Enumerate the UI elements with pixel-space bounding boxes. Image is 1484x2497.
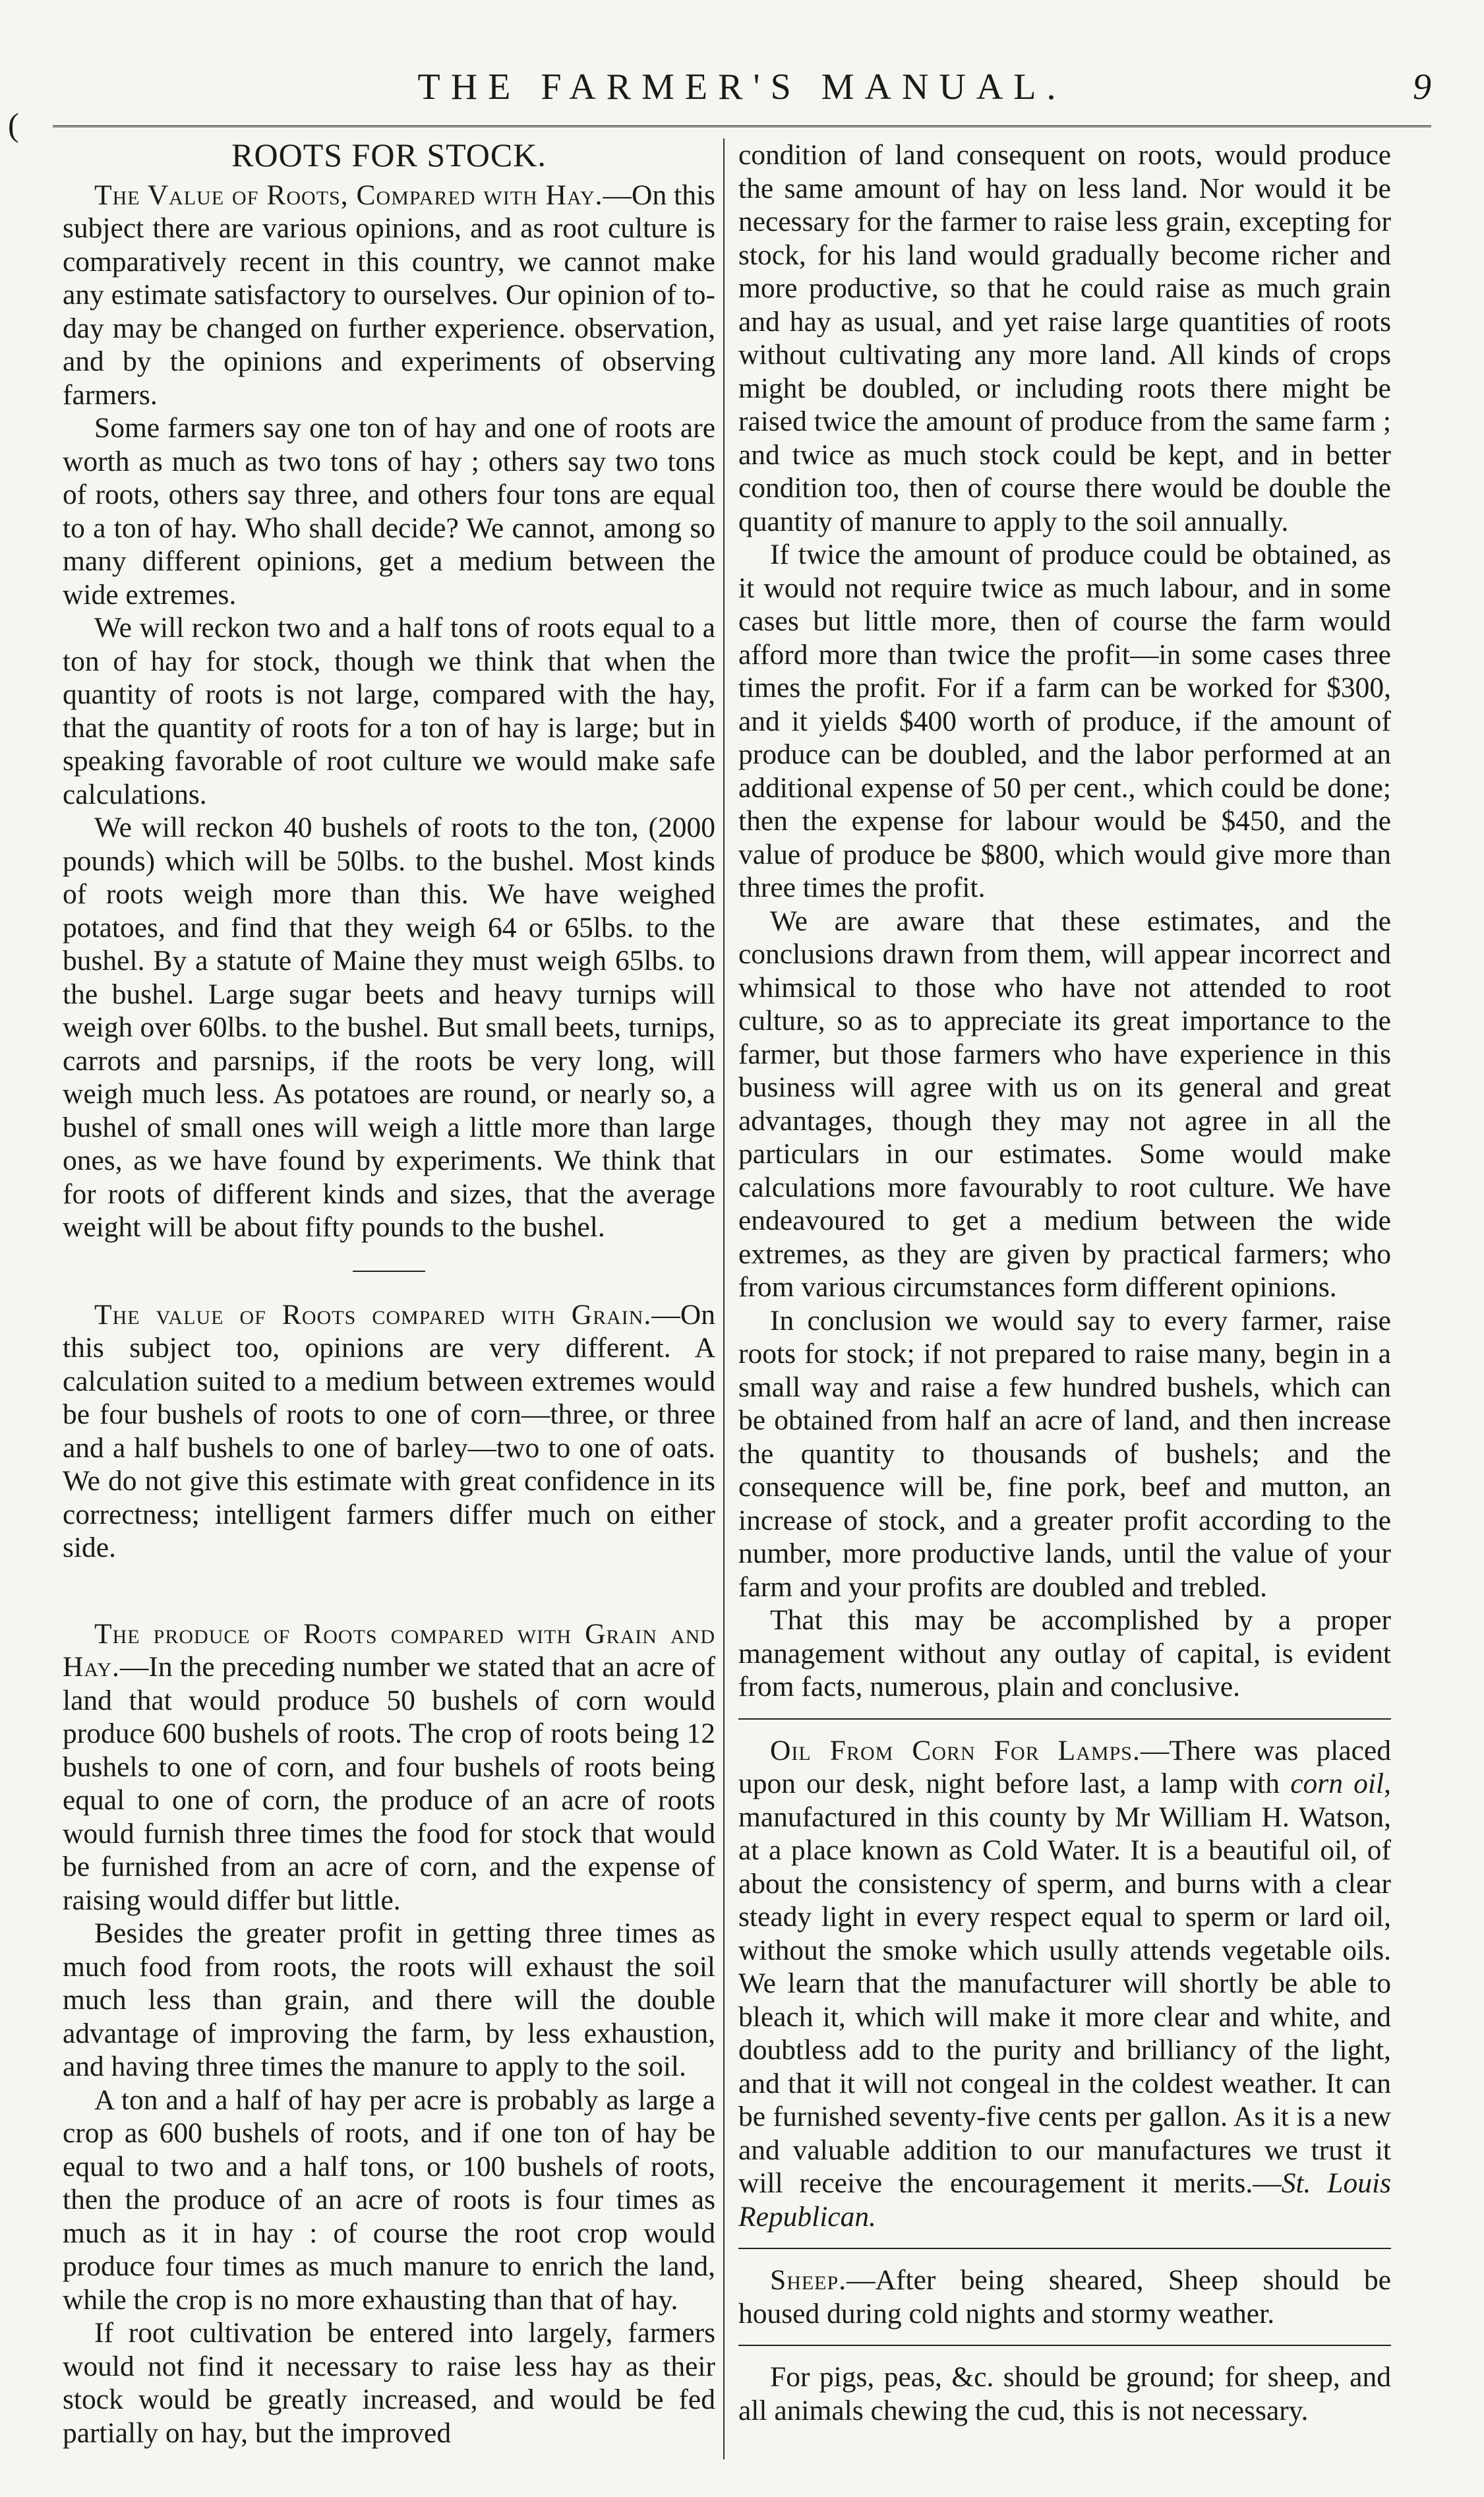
article-paragraph [63,1298,715,1565]
article-paragraph: In conclusion we would say to every farmer, raise roots for stock; if not prepared to raise many, begin in a small way and raise a few hundred bushels, which can be obtained from half an acre of land, and then increase the quantity to thousands of bushels; and the consequence will be, fine pork, beef and mutton, an increase of stock, and a greater profit according to the number, more productive lands, until the value of your farm and your profits are doubled and trebled. [738,1304,1391,1603]
article-heading: Oil From Corn For Lamps. [770,1734,1141,1766]
article-text: —On this subject too, opinions are very different. A calculation suited to a medium between extremes would be four bushels of roots to one of corn—three, or three and a half bushels to one of barley—two to one of oats. We do not give this estimate with great confidence in its correctness; intelligent farmers differ much on either side. [63,1298,715,1563]
article-paragraph: If root cultivation be entered into largely, farmers would not find it necessary to raise less hay as their stock would be greatly increased, and would be fed partially on hay, but the improved [63,2317,715,2449]
article-paragraph: For pigs, peas, &c. should be ground; for sheep, and all animals chewing the cud, this is not necessary. [738,2361,1391,2426]
article-paragraph: That this may be accomplished by a proper management without any outlay of capital, is evident from facts, numerous, plain and conclusive. [738,1604,1391,1702]
left-column [63,138,715,2450]
article-text: —On this subject there are various opinions, and as root culture is comparatively recent in this country, we cannot make any estimate satisfactory to ourselves. Our opinion of to-day may be changed on further experience. observation, and by the opinions and experiments of observing farmers. [63,179,715,411]
article-paragraph: We will reckon two and a half tons of roots equal to a ton of hay for stock, though we think that when the quantity of roots is not large, compared with the hay, that the quantity of roots for a ton of hay is large; but in speaking favorable of root culture we would make safe calculations. [63,612,715,810]
article-paragraph [738,1734,1391,2234]
article-text: , manufactured in this county by Mr William H. Watson, at a place known as Cold Water. It is a beautiful oil, of about the consistency of sperm, and burns with a clear steady light in every respect equal to sperm or lard oil, without the smoke which usully attends vegetable oils. We learn that the manufacturer will shortly be able to bleach it, which will make it more clear and white, and doubtless add to the purity and brilliancy of the light, and that it will not congeal in the coldest weather. It can be furnished seventy-five cents per gallon. As it is a new and valuable addition to our manufactures we trust it will receive the encouragement it merits.— [738,1768,1391,2199]
article-text: —After being sheared, Sheep should be housed during cold nights and stormy weather. [738,2264,1391,2330]
article-emphasis: corn oil [1290,1768,1384,1799]
article-heading: The produce of Roots compared with Grain and Hay. [63,1617,715,1683]
article-paragraph: We will reckon 40 bushels of roots to the ton, (2000 pounds) which will be 50lbs. to the bushel. Most kinds of roots weigh more than this. We have weighed potatoes, and find that they weigh 64 or 65lbs. to the bushel. By a statute of Maine they must weigh 65lbs. to the bushel. Large sugar beets and heavy turnips will weigh over 60lbs. to the bushel. But small beets, turnips, carrots and parsnips, if the roots be very long, will weigh much less. As potatoes are round, or nearly so, a bushel of small ones will weigh a little more than large ones, as we have found by experiments. We think that for roots of different kinds and sizes, that the average weight will be about fifty pounds to the bushel. [63,812,715,1243]
article-heading: Sheep. [770,2264,847,2296]
section-divider [353,1271,425,1272]
spacer [63,1565,715,1617]
column-divider [723,138,725,2459]
margin-mark: ( [8,106,19,143]
article-text: —In the preceding number we stated that an acre of land that would produce 50 bushels of corn would produce 600 bushels of roots. The crop of roots being 12 bushels to one of corn, and four bushels of roots being equal to one of corn, the produce of an acre of roots would furnish three times the food for stock that would be furnished from an acre of corn, and the expense of raising would differ but little. [63,1651,715,1916]
article-paragraph [63,1617,715,1917]
section-divider [738,2248,1391,2249]
article-paragraph: We are aware that these estimates, and the conclusions drawn from them, will appear incorrect and whimsical to those who have not attended to root culture, so as to appreciate its great importance to the farmer, but those farmers who have experience in this business will agree with us on its general and great advantages, though they may not agree in all the particulars in our estimates. Some would make calculations more favourably to root culture. We have endeavoured to get a medium between the wide extremes, as they are given by practical farmers; who from various circumstances form different opinions. [738,905,1391,1303]
section-title: ROOTS FOR STOCK. [231,136,547,173]
article-paragraph [738,2264,1391,2330]
article-paragraph: A ton and a half of hay per acre is probably as large a crop as 600 bushels of roots, and if one ton of hay be equal to two and a half tons, or 100 bushels of roots, then the produce of an acre of roots is four times as much as it in hay : of course the root crop would produce four times as much manure to enrich the land, while the crop is no more exhausting than that of hay. [63,2084,715,2316]
article-heading: The value of Roots compared with Grain. [94,1298,652,1331]
article-paragraph: condition of land consequent on roots, would produce the same amount of hay on less land. Nor would it be necessary for the farmer to raise less grain, excepting for stock, for his land would gradually become richer and more productive, so that he could raise as much grain and hay as usual, and yet raise large quantities of roots without cultivating any more land. All kinds of crops might be doubled, or including roots there might be raised twice the amount of produce from the same farm ; and twice as much stock could be kept, and in better condition too, then of course there would be double the quantity of manure to apply to the soil annually. [738,139,1391,537]
article-heading: The Value of Roots, Compared with Hay. [94,179,603,211]
page-number: 9 [1413,67,1431,107]
article-paragraph [63,179,715,412]
right-column [738,138,1391,2427]
article-paragraph: Some farmers say one ton of hay and one of roots are worth as much as two tons of hay ; others say two tons of roots, others say three, and others four tons are equal to a ton of hay. Who shall decide? We cannot, among so many different opinions, get a medium between the wide extremes. [63,412,715,611]
section-divider [738,1718,1391,1720]
article-text: —There was placed upon our desk, night before last, a lamp with [738,1734,1391,1799]
running-title: THE FARMER'S MANUAL. [417,67,1067,107]
section-divider [738,2345,1391,2346]
page-header [0,66,1484,125]
article-paragraph: If twice the amount of produce could be obtained, as it would not require twice as much labour, and in some cases but little more, then of course the farm would afford more than twice the profit—in some cases three times the profit. For if a farm can be worked for $300, and it yields $400 worth of produce, if the amount of produce can be doubled, and the labor performed at an additional expense of 50 per cent., which could be done; then the expense for labour would be $450, and the value of produce be $800, which would give more than three times the profit. [738,539,1391,903]
article-source: St. Louis Republican. [738,2167,1391,2233]
article-paragraph: Besides the greater profit in getting three times as much food from roots, the roots will exhaust the soil much less than grain, and there will the double advantage of improving the farm, by less exhaustion, and having three times the manure to apply to the soil. [63,1917,715,2082]
header-rule [53,125,1431,127]
